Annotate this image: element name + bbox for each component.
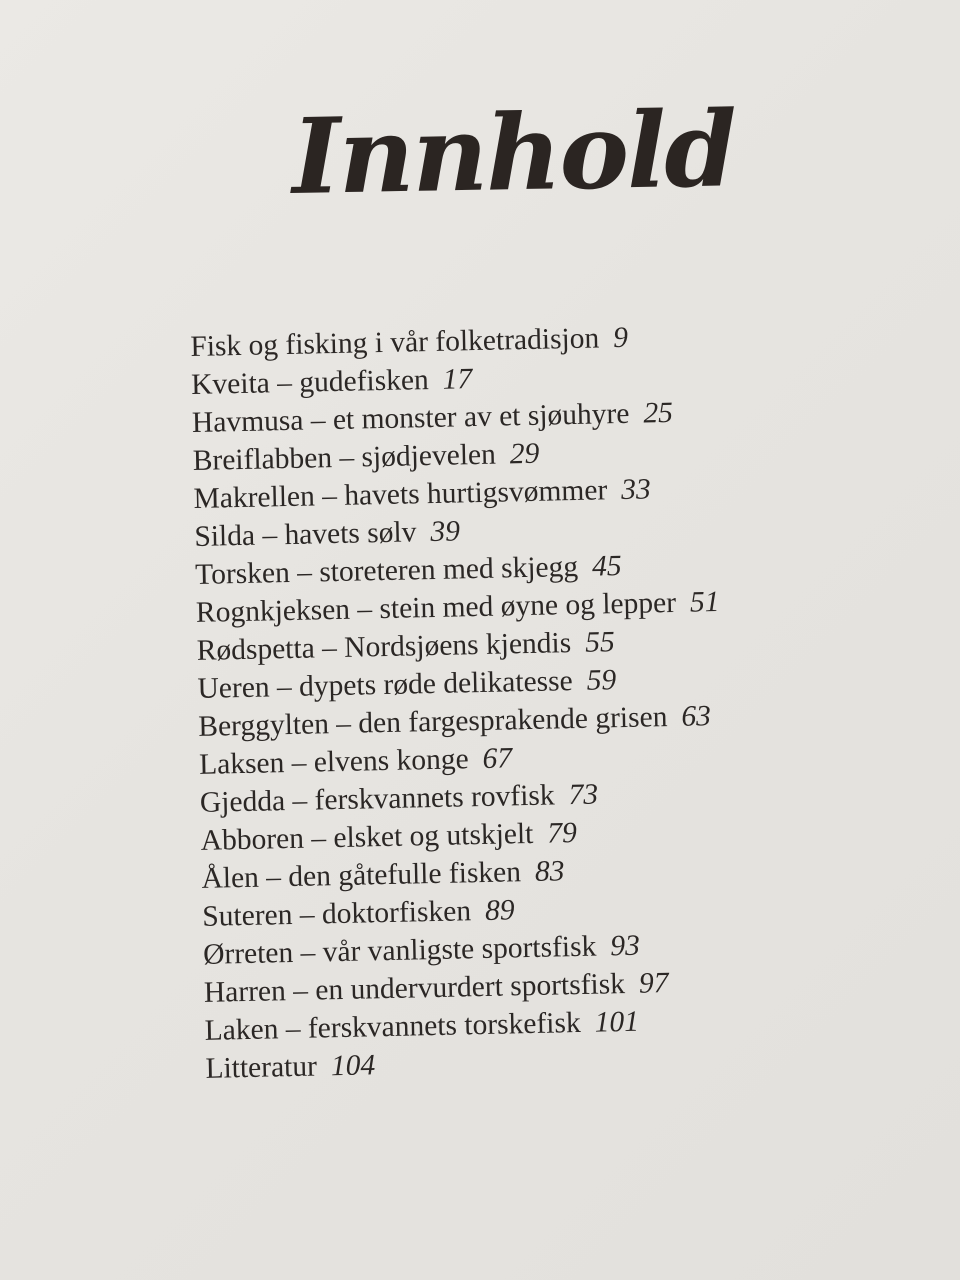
toc-entry-page: 39 — [430, 515, 461, 549]
toc-entry-page: 63 — [681, 700, 712, 733]
toc-entry-page: 101 — [594, 1005, 640, 1039]
toc-entry-title: Abboren – elsket og utskjelt — [200, 817, 534, 857]
toc-entry-title: Ørreten – vår vanligste sportsfisk — [202, 930, 597, 971]
toc-entry-page: 51 — [689, 585, 720, 619]
toc-entry-page: 104 — [330, 1049, 376, 1083]
toc-entry-page: 55 — [584, 626, 615, 659]
toc-entry-title: Rødspetta – Nordsjøens kjendis — [196, 627, 572, 667]
toc-entry-page: 83 — [534, 855, 565, 888]
toc-entry-title: Laksen – elvens konge — [198, 743, 469, 781]
toc-entry-page: 29 — [509, 437, 540, 471]
toc-entry-title: Berggylten – den fargesprakende grisen — [198, 701, 668, 743]
toc-entry-title: Harren – en undervurdert sportsfisk — [203, 968, 626, 1009]
toc-entry-page: 25 — [643, 396, 674, 430]
toc-entry-title: Gjedda – ferskvannets rovfisk — [199, 779, 555, 819]
table-of-contents — [190, 315, 846, 1088]
toc-entry-page: 17 — [442, 363, 473, 396]
toc-entry-page: 9 — [612, 321, 629, 355]
toc-entry-title: Silda – havets sølv — [194, 516, 417, 553]
toc-entry-title: Makrellen – havets hurtigsvømmer — [193, 474, 608, 515]
toc-entry-title: Breiflabben – sjødjevelen — [192, 438, 497, 477]
toc-entry-page: 79 — [546, 817, 578, 850]
toc-entry-title: Suteren – doktorfisken — [202, 895, 472, 933]
toc-entry-page: 73 — [568, 778, 599, 812]
toc-entry-title: Rognkjeksen – stein med øyne og lepper — [195, 586, 677, 629]
toc-entry-page: 93 — [609, 929, 641, 963]
toc-entry-title: Kveita – gudefisken — [190, 364, 430, 401]
toc-entry-title: Havmusa – et monster av et sjøuhyre — [191, 397, 630, 439]
toc-entry-page: 33 — [620, 473, 652, 507]
toc-entry-title: Laken – ferskvannets torskefisk — [204, 1006, 581, 1047]
toc-entry-page: 45 — [591, 550, 622, 583]
toc-entry-page: 97 — [638, 967, 669, 1000]
toc-entry-title: Litteratur — [205, 1050, 318, 1085]
toc-entry-title: Ueren – dypets røde delikatesse — [197, 665, 574, 705]
toc-entry-title: Ålen – den gåtefulle fisken — [201, 856, 522, 895]
toc-entry-title: Fisk og fisking i vår folketradisjon — [190, 322, 600, 363]
toc-entry-title: Torsken – storeteren med skjegg — [194, 550, 579, 591]
toc-entry-page: 59 — [586, 664, 617, 697]
toc-entry-page: 89 — [484, 894, 515, 927]
page-title: Innhold — [290, 87, 737, 218]
toc-entry-page: 67 — [482, 742, 513, 775]
